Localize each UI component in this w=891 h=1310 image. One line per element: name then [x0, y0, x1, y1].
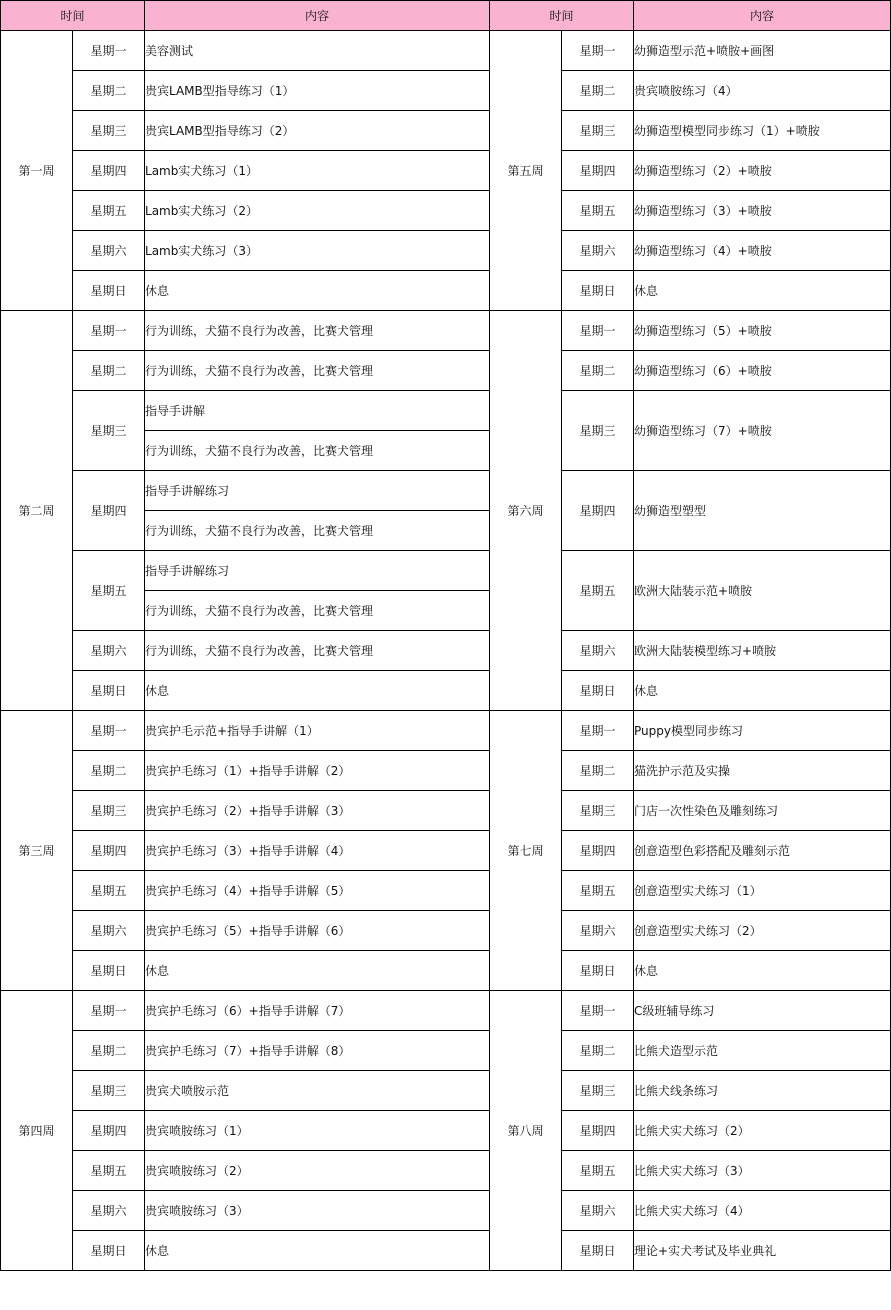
day-label: 星期五: [73, 1151, 145, 1191]
table-row: [1, 471, 891, 511]
header-time-left: 时间: [1, 1, 145, 31]
day-label: 星期五: [73, 551, 145, 631]
header-row: [1, 1, 891, 31]
day-label: 星期六: [562, 231, 634, 271]
day-label: 星期五: [73, 191, 145, 231]
table-row: [1, 311, 891, 351]
table-row: [1, 671, 891, 711]
day-label: 星期六: [73, 1191, 145, 1231]
day-label: 星期二: [562, 71, 634, 111]
content-cell: 幼狮造型练习（7）+喷胺: [634, 391, 891, 471]
content-cell: 贵宾护毛示范+指导手讲解（1）: [145, 711, 490, 751]
content-cell: 美容测试: [145, 31, 490, 71]
day-label: 星期三: [73, 111, 145, 151]
content-cell: 行为训练，犬猫不良行为改善，比赛犬管理: [145, 431, 490, 471]
content-cell: 贵宾喷胺练习（2）: [145, 1151, 490, 1191]
week-label: 第四周: [1, 991, 73, 1271]
content-cell: 贵宾护毛练习（1）+指导手讲解（2）: [145, 751, 490, 791]
day-label: 星期二: [73, 1031, 145, 1071]
table-row: [1, 791, 891, 831]
content-cell: 指导手讲解练习: [145, 551, 490, 591]
content-cell: Lamb实犬练习（3）: [145, 231, 490, 271]
day-label: 星期二: [562, 351, 634, 391]
day-label: 星期二: [562, 751, 634, 791]
content-cell: 幼狮造型练习（5）+喷胺: [634, 311, 891, 351]
day-label: 星期一: [562, 711, 634, 751]
content-cell: 休息: [634, 271, 891, 311]
table-row: [1, 351, 891, 391]
table-row: [1, 1231, 891, 1271]
day-label: 星期一: [562, 991, 634, 1031]
content-cell: 休息: [634, 951, 891, 991]
table-row: [1, 1071, 891, 1111]
day-label: 星期五: [562, 191, 634, 231]
table-row: [1, 631, 891, 671]
content-cell: 比熊犬线条练习: [634, 1071, 891, 1111]
day-label: 星期二: [562, 1031, 634, 1071]
table-row: [1, 151, 891, 191]
content-cell: 理论+实犬考试及毕业典礼: [634, 1231, 891, 1271]
content-cell: 贵宾护毛练习（3）+指导手讲解（4）: [145, 831, 490, 871]
day-label: 星期日: [73, 951, 145, 991]
day-label: 星期六: [562, 911, 634, 951]
header-time-right: 时间: [490, 1, 634, 31]
day-label: 星期三: [562, 1071, 634, 1111]
content-cell: 休息: [145, 271, 490, 311]
content-cell: 行为训练，犬猫不良行为改善，比赛犬管理: [145, 591, 490, 631]
content-cell: 比熊犬实犬练习（3）: [634, 1151, 891, 1191]
day-label: 星期一: [73, 991, 145, 1031]
day-label: 星期日: [562, 1231, 634, 1271]
content-cell: 幼狮造型练习（3）+喷胺: [634, 191, 891, 231]
day-label: 星期六: [73, 631, 145, 671]
day-label: 星期日: [562, 951, 634, 991]
content-cell: Lamb实犬练习（1）: [145, 151, 490, 191]
day-label: 星期四: [562, 831, 634, 871]
day-label: 星期四: [562, 1111, 634, 1151]
week-label: 第八周: [490, 991, 562, 1271]
content-cell: 行为训练，犬猫不良行为改善，比赛犬管理: [145, 351, 490, 391]
content-cell: 贵宾护毛练习（6）+指导手讲解（7）: [145, 991, 490, 1031]
day-label: 星期六: [73, 231, 145, 271]
day-label: 星期一: [562, 31, 634, 71]
content-cell: 行为训练，犬猫不良行为改善，比赛犬管理: [145, 311, 490, 351]
day-label: 星期五: [562, 871, 634, 911]
content-cell: 创意造型实犬练习（1）: [634, 871, 891, 911]
week-label: 第七周: [490, 711, 562, 991]
week-label: 第三周: [1, 711, 73, 991]
day-label: 星期一: [73, 31, 145, 71]
content-cell: 猫洗护示范及实操: [634, 751, 891, 791]
day-label: 星期四: [73, 831, 145, 871]
content-cell: 休息: [634, 671, 891, 711]
day-label: 星期二: [73, 71, 145, 111]
table-row: [1, 391, 891, 431]
content-cell: 贵宾犬喷胺示范: [145, 1071, 490, 1111]
day-label: 星期五: [562, 1151, 634, 1191]
day-label: 星期日: [73, 271, 145, 311]
day-label: 星期一: [73, 311, 145, 351]
table-row: [1, 111, 891, 151]
content-cell: Puppy模型同步练习: [634, 711, 891, 751]
content-cell: 贵宾LAMB型指导练习（2）: [145, 111, 490, 151]
day-label: 星期日: [562, 671, 634, 711]
day-label: 星期二: [73, 751, 145, 791]
header-content-right: 内容: [634, 1, 891, 31]
day-label: 星期四: [562, 471, 634, 551]
day-label: 星期六: [562, 631, 634, 671]
day-label: 星期一: [562, 311, 634, 351]
content-cell: 贵宾喷胺练习（4）: [634, 71, 891, 111]
table-row: [1, 231, 891, 271]
content-cell: 贵宾喷胺练习（3）: [145, 1191, 490, 1231]
table-row: [1, 751, 891, 791]
content-cell: 门店一次性染色及雕刻练习: [634, 791, 891, 831]
content-cell: 贵宾喷胺练习（1）: [145, 1111, 490, 1151]
week-label: 第六周: [490, 311, 562, 711]
content-cell: 贵宾护毛练习（5）+指导手讲解（6）: [145, 911, 490, 951]
day-label: 星期日: [562, 271, 634, 311]
content-cell: 休息: [145, 671, 490, 711]
content-cell: 贵宾LAMB型指导练习（1）: [145, 71, 490, 111]
content-cell: 创意造型色彩搭配及雕刻示范: [634, 831, 891, 871]
day-label: 星期四: [73, 1111, 145, 1151]
day-label: 星期五: [73, 871, 145, 911]
content-cell: 比熊犬实犬练习（4）: [634, 1191, 891, 1231]
content-cell: 比熊犬造型示范: [634, 1031, 891, 1071]
day-label: 星期三: [562, 111, 634, 151]
content-cell: 行为训练，犬猫不良行为改善，比赛犬管理: [145, 631, 490, 671]
table-row: [1, 1111, 891, 1151]
content-cell: 幼狮造型练习（6）+喷胺: [634, 351, 891, 391]
content-cell: Lamb实犬练习（2）: [145, 191, 490, 231]
content-cell: 幼狮造型练习（4）+喷胺: [634, 231, 891, 271]
day-label: 星期二: [73, 351, 145, 391]
content-cell: 幼狮造型示范+喷胺+画图: [634, 31, 891, 71]
week-label: 第五周: [490, 31, 562, 311]
table-row: [1, 831, 891, 871]
day-label: 星期三: [562, 391, 634, 471]
content-cell: 创意造型实犬练习（2）: [634, 911, 891, 951]
content-cell: 贵宾护毛练习（4）+指导手讲解（5）: [145, 871, 490, 911]
day-label: 星期四: [73, 471, 145, 551]
header-content-left: 内容: [145, 1, 490, 31]
day-label: 星期四: [73, 151, 145, 191]
day-label: 星期六: [73, 911, 145, 951]
content-cell: 休息: [145, 1231, 490, 1271]
table-row: [1, 71, 891, 111]
day-label: 星期一: [73, 711, 145, 751]
content-cell: 行为训练，犬猫不良行为改善，比赛犬管理: [145, 511, 490, 551]
content-cell: 欧洲大陆装示范+喷胺: [634, 551, 891, 631]
table-row: [1, 31, 891, 71]
content-cell: 幼狮造型模型同步练习（1）+喷胺: [634, 111, 891, 151]
table-row: [1, 1031, 891, 1071]
table-row: [1, 951, 891, 991]
content-cell: 指导手讲解: [145, 391, 490, 431]
content-cell: 休息: [145, 951, 490, 991]
content-cell: 贵宾护毛练习（2）+指导手讲解（3）: [145, 791, 490, 831]
table-row: [1, 911, 891, 951]
day-label: 星期三: [73, 1071, 145, 1111]
day-label: 星期三: [73, 391, 145, 471]
table-row: [1, 191, 891, 231]
day-label: 星期日: [73, 1231, 145, 1271]
table-row: [1, 711, 891, 751]
week-label: 第二周: [1, 311, 73, 711]
content-cell: 幼狮造型塑型: [634, 471, 891, 551]
day-label: 星期三: [562, 791, 634, 831]
content-cell: 欧洲大陆装模型练习+喷胺: [634, 631, 891, 671]
table-row: [1, 1191, 891, 1231]
table-row: [1, 551, 891, 591]
table-row: [1, 271, 891, 311]
week-label: 第一周: [1, 31, 73, 311]
content-cell: 幼狮造型练习（2）+喷胺: [634, 151, 891, 191]
content-cell: 指导手讲解练习: [145, 471, 490, 511]
day-label: 星期四: [562, 151, 634, 191]
day-label: 星期日: [73, 671, 145, 711]
content-cell: 贵宾护毛练习（7）+指导手讲解（8）: [145, 1031, 490, 1071]
table-row: [1, 1151, 891, 1191]
content-cell: C级班辅导练习: [634, 991, 891, 1031]
day-label: 星期五: [562, 551, 634, 631]
day-label: 星期六: [562, 1191, 634, 1231]
content-cell: 比熊犬实犬练习（2）: [634, 1111, 891, 1151]
day-label: 星期三: [73, 791, 145, 831]
table-row: [1, 871, 891, 911]
